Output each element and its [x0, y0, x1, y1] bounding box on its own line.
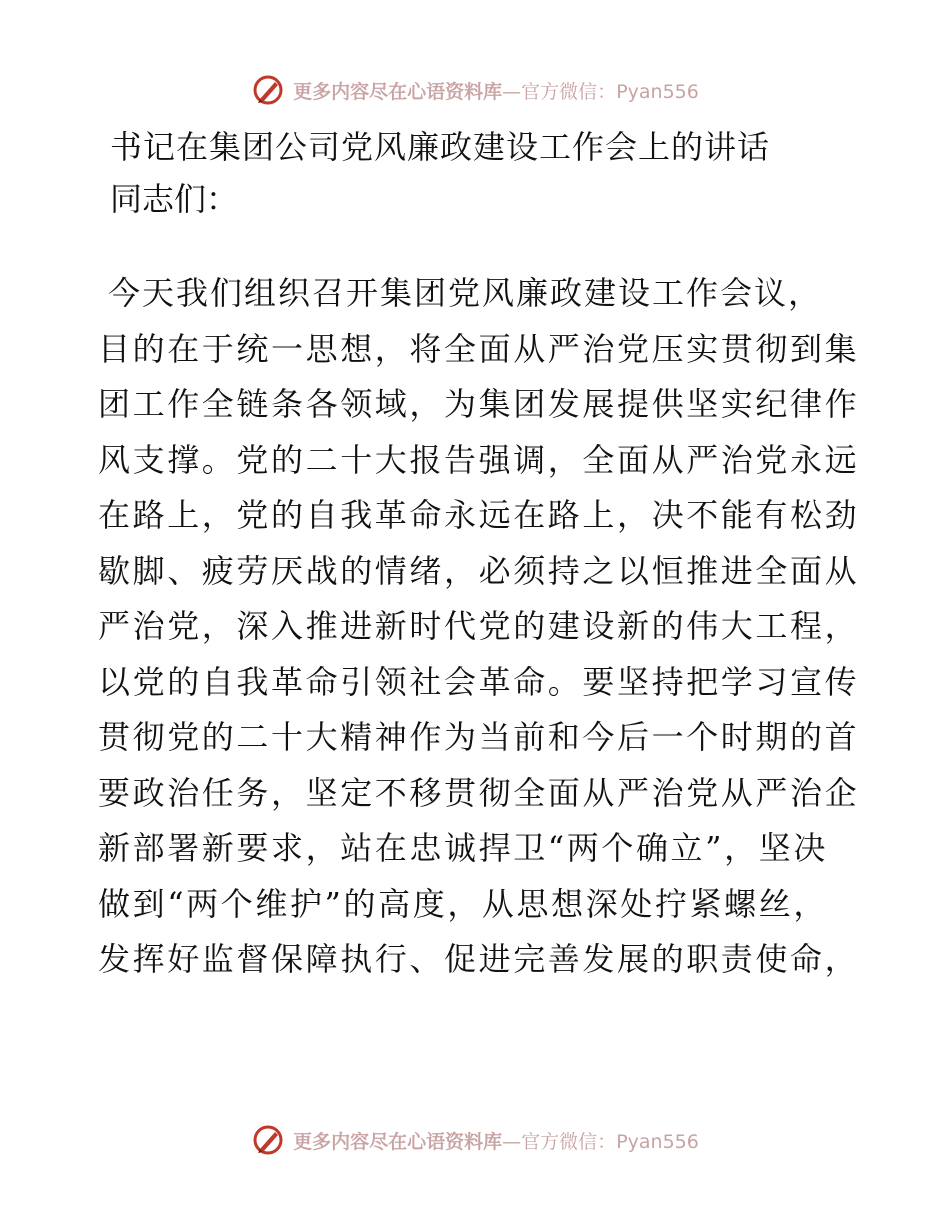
watermark-banner-bottom	[0, 1120, 950, 1160]
body-line: 歇脚、疲劳厌战的情绪，必须持之以恒推进全面从	[98, 551, 860, 590]
watermark-main-text: 更多内容尽在心语资料库	[293, 1130, 503, 1153]
body-line: 严治党，深入推进新时代党的建设新的伟大工程，	[98, 607, 860, 645]
watermark-dash: —	[502, 1130, 522, 1153]
body-line: 做到“两个维护”的高度，从思想深处拧紧螺丝，	[98, 884, 828, 923]
document-salutation: 同志们：	[110, 180, 239, 218]
watermark-wechat-id: Pyan556	[616, 1130, 699, 1153]
watermark-main-text: 更多内容尽在心语资料库	[293, 80, 503, 103]
body-line: 新部署新要求，站在忠诚捍卫“两个确立”，坚决	[98, 829, 828, 867]
watermark-banner-top	[0, 70, 950, 110]
watermark-text	[293, 77, 699, 104]
body-line: 目的在于统一思想，将全面从严治党压实贯彻到集	[98, 329, 860, 368]
watermark-wechat-label: 官方微信：	[521, 1130, 617, 1153]
document-title: 书记在集团公司党风廉政建设工作会上的讲话	[110, 128, 771, 166]
watermark-wechat-label: 官方微信：	[521, 80, 617, 103]
document-body	[98, 266, 858, 988]
body-line: 在路上，党的自我革命永远在路上，决不能有松劲	[98, 496, 860, 534]
watermark-text	[293, 1127, 699, 1154]
watermark-wechat-id: Pyan556	[616, 80, 699, 103]
pen-logo-icon	[251, 73, 285, 107]
body-line: 团工作全链条各领域，为集团发展提供坚实纪律作	[98, 385, 860, 423]
body-line: 风支撑。党的二十大报告强调，全面从严治党永远	[98, 440, 860, 479]
body-line: 要政治任务，坚定不移贯彻全面从严治党从严治企	[98, 773, 860, 812]
body-line: 发挥好监督保障执行、促进完善发展的职责使命，	[98, 940, 860, 978]
body-line: 以党的自我革命引领社会革命。要坚持把学习宣传	[98, 662, 860, 701]
watermark-dash: —	[502, 80, 522, 103]
body-line: 贯彻党的二十大精神作为当前和今后一个时期的首	[98, 718, 860, 756]
body-line: 今天我们组织召开集团党风廉政建设工作会议，	[108, 274, 823, 312]
pen-logo-icon	[251, 1123, 285, 1157]
